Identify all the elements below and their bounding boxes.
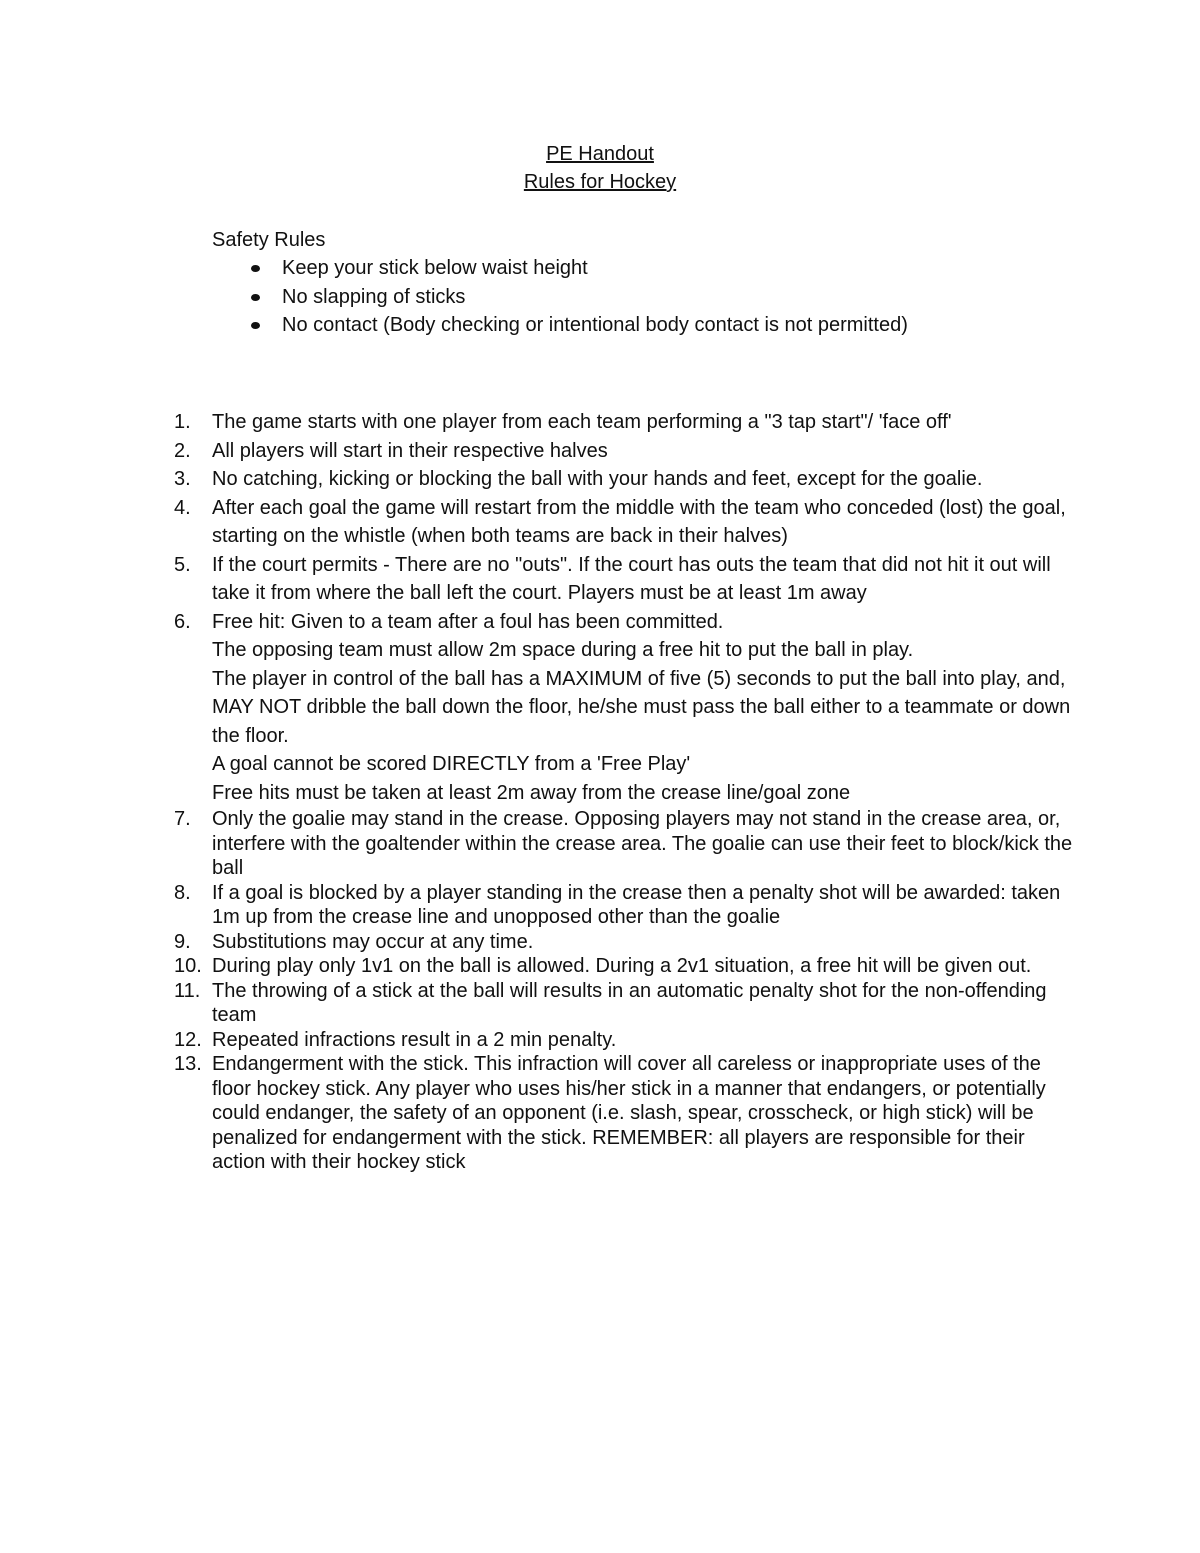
rule-text: The player in control of the ball has a MAXIMUM of five (5) seconds to put the ball into play, and, MAY NOT dribble the ball down the floor, he/she must pass the ball either to a teammate or down the floor. [212,667,1071,747]
bullet-icon [251,294,260,301]
list-item [174,1052,1074,1175]
rule-number: 10. [174,955,202,977]
rule-text: Only the goalie may stand in the crease. Opposing players may not stand in the crease area, or, interfere with the goaltender within the crease area. The goalie can use their feet to block/kick the ball [212,808,1073,879]
safety-rule-text: No contact (Body checking or intentional body contact is not permitted) [282,314,908,336]
list-item [174,408,1074,437]
page-title: PE Handout [546,143,654,165]
page-subtitle: Rules for Hockey [523,171,677,193]
list-item [212,254,908,283]
rule-text: The throwing of a stick at the ball will results in an automatic penalty shot for the non-offending team [212,979,1047,1026]
rule-text: The opposing team must allow 2m space during a free hit to put the ball in play. [212,639,914,661]
bullet-icon [251,265,260,272]
rule-number: 3. [174,468,191,490]
list-item [174,465,1074,494]
rule-text: A goal cannot be scored DIRECTLY from a 'Free Play' [212,753,691,775]
safety-rules-list [212,254,908,340]
safety-rule-text: Keep your stick below waist height [282,257,588,279]
list-item [174,494,1074,551]
rule-number: 8. [174,881,191,904]
list-item [212,283,908,312]
rules-list [174,408,1074,1175]
rule-text: If a goal is blocked by a player standing in the crease then a penalty shot will be awarded: taken 1m up from the crease line and unopposed other than the goalie [212,881,1061,928]
rule-text: No catching, kicking or blocking the ball with your hands and feet, except for the goalie. [212,468,983,490]
bullet-icon [251,322,260,329]
rule-number: 11. [174,979,201,1002]
rule-number: 12. [174,1028,202,1051]
list-item [174,930,1074,955]
rule-text: Free hits must be taken at least 2m away from the crease line/goal zone [212,781,851,804]
list-item [174,1028,1074,1053]
list-item [174,807,1074,881]
rule-number: 6. [174,610,191,633]
rule-text: All players will start in their respective halves [212,439,608,462]
rule-number: 2. [174,439,191,462]
rule-text: Repeated infractions result in a 2 min penalty. [212,1028,617,1051]
rule-text: Endangerment with the stick. This infraction will cover all careless or inappropriate uses of the floor hockey stick. Any player who uses his/her stick in a manner that endangers, or potentially could endanger, the safety of an opponent (i.e. slash, spear, crosscheck, or high stick) will be penalized for endangerment with the stick. REMEMBER: all players are responsible for their action with their hockey stick [212,1053,1046,1173]
safety-rules-heading: Safety Rules [212,229,326,251]
rule-number: 9. [174,930,191,953]
list-item [174,954,1074,979]
safety-rule-text: No slapping of sticks [282,285,466,308]
list-item [174,608,1074,808]
rule-text: During play only 1v1 on the ball is allowed. During a 2v1 situation, a free hit will be given out. [212,955,1032,977]
rule-number: 7. [174,808,191,830]
list-item [212,311,908,340]
rule-text: The game starts with one player from each team performing a "3 tap start"/ 'face off' [212,411,952,433]
rule-text: After each goal the game will restart from the middle with the team who conceded (lost) the goal, starting on the whistle (when both teams are back in their halves) [212,496,1066,547]
list-item [174,437,1074,466]
rule-number: 13. [174,1053,202,1075]
list-item [174,979,1074,1028]
list-item [174,551,1074,608]
rule-text: Substitutions may occur at any time. [212,930,534,953]
rule-text: Free hit: Given to a team after a foul has been committed. [212,610,724,633]
rule-number: 4. [174,496,191,519]
rule-text: If the court permits - There are no "outs". If the court has outs the team that did not hit it out will take it from where the ball left the court. Players must be at least 1m away [212,553,1051,604]
rule-number: 1. [174,411,191,433]
rule-number: 5. [174,553,191,576]
list-item [174,881,1074,930]
